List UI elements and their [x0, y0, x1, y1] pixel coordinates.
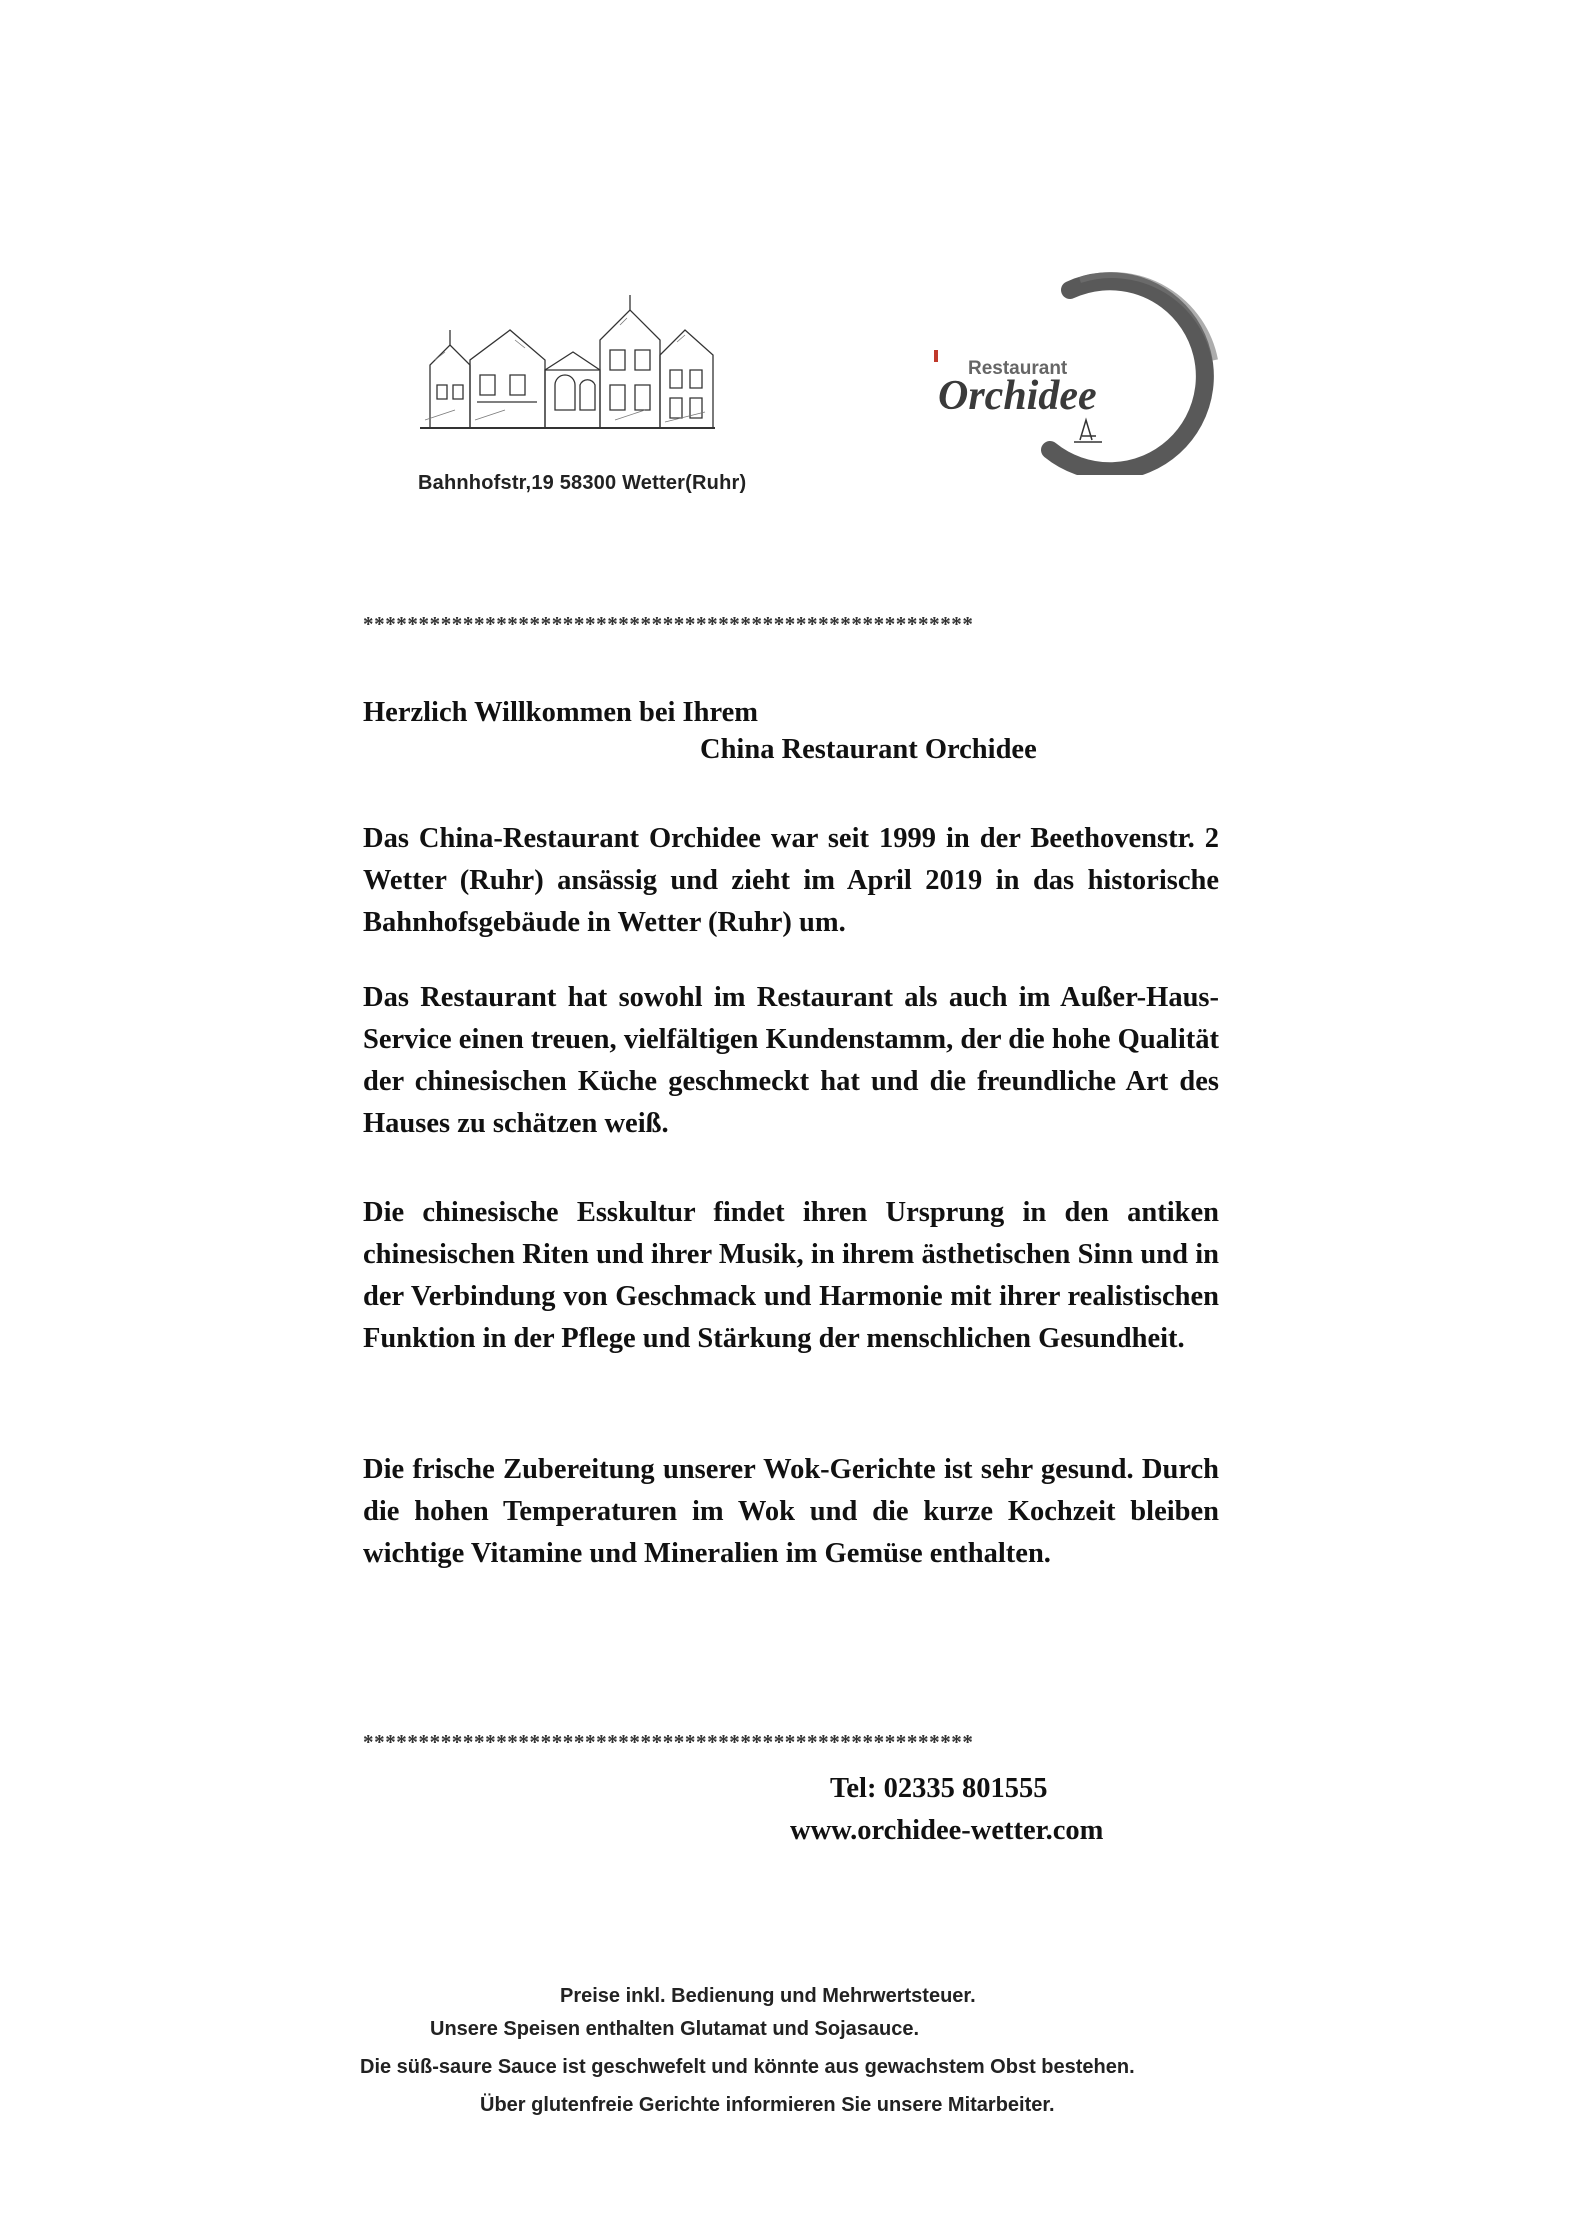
separator-top: ******************************************************* [363, 612, 974, 636]
logo-orchidee-text: Orchidee [938, 373, 1097, 419]
greeting-line-2: China Restaurant Orchidee [700, 734, 1037, 765]
separator-bottom: ******************************************************* [363, 1730, 974, 1754]
paragraph-culture: Die chinesische Esskultur findet ihren Ursprung in den antiken chinesischen Riten und ihrer Musik, in ihrem ästhetischen Sinn und in der Verbindung von Geschmack und Harmonie mit ihrer realistischen Funktion in der Pflege und Stärkung der menschlichen Gesundheit. [363, 1197, 1219, 1354]
paragraph-history: Das China-Restaurant Orchidee war seit 1999 in der Beethovenstr. 2 Wetter (Ruhr) ansässig und zieht im April 2019 in das historische Bahnhofsgebäude in Wetter (Ruhr) um. [363, 823, 1219, 938]
logo-restaurant-text: Restaurant [968, 358, 1068, 379]
footer-note-glutamate: Unsere Speisen enthalten Glutamat und Sojasauce. [430, 2018, 920, 2040]
paragraph-customers: Das Restaurant hat sowohl im Restaurant als auch im Außer-Haus-Service einen treuen, vielfältigen Kundenstamm, der die hohe Qualität der chinesischen Küche geschmeckt hat und die freundliche Art des Hauses zu schätzen weiß. [363, 982, 1219, 1139]
paragraph-wok: Die frische Zubereitung unserer Wok-Gerichte ist sehr gesund. Durch die hohen Temperaturen im Wok und die kurze Kochzeit bleiben wichtige Vitamine und Mineralien im Gemüse enthalten. [363, 1454, 1219, 1569]
website-url[interactable]: www.orchidee-wetter.com [790, 1815, 1104, 1846]
footer-note-sauce: Die süß-saure Sauce ist geschwefelt und könnte aus gewachstem Obst bestehen. [360, 2056, 1135, 2078]
footer-note-gluten: Über glutenfreie Gerichte informieren Sie unsere Mitarbeiter. [480, 2094, 1055, 2116]
greeting-line-1: Herzlich Willkommen bei Ihrem [363, 697, 759, 728]
restaurant-address: Bahnhofstr,19 58300 Wetter(Ruhr) [418, 472, 747, 494]
station-building-drawing [415, 290, 720, 435]
telephone-number: Tel: 02335 801555 [830, 1773, 1048, 1804]
footer-note-prices: Preise inkl. Bedienung und Mehrwertsteuer. [560, 1985, 976, 2007]
